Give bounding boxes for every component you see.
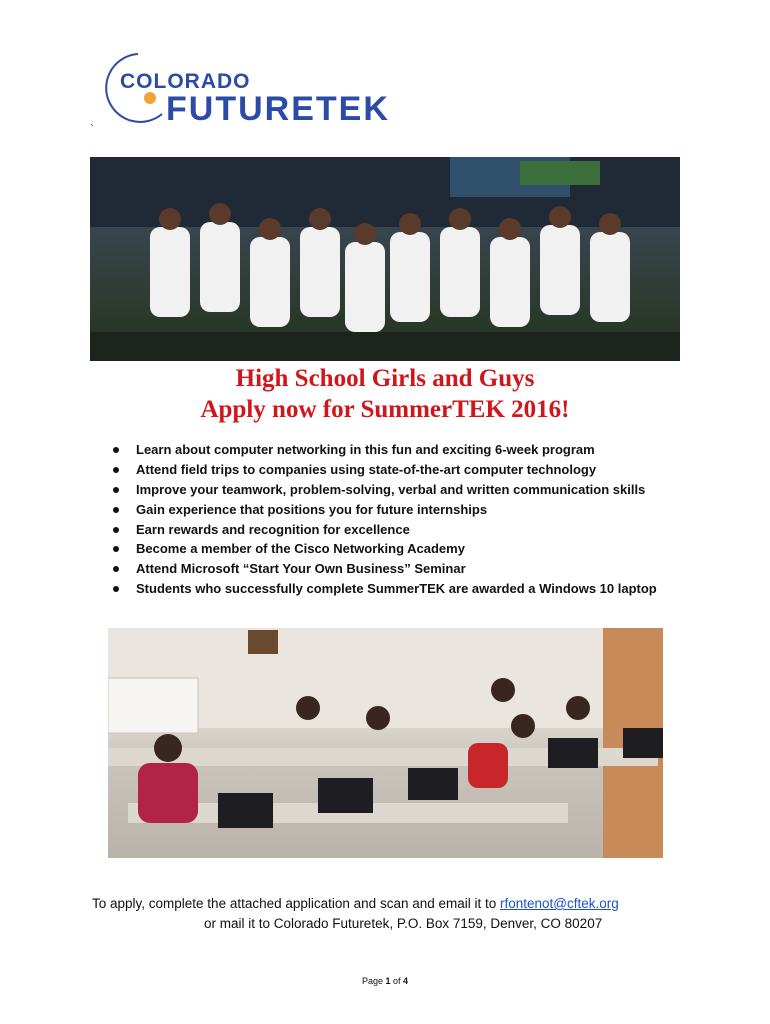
apply-instructions-line-1 xyxy=(92,896,619,911)
logo-colorado-text: COLORADO xyxy=(120,70,251,93)
bullet-icon xyxy=(113,546,119,552)
list-item xyxy=(110,460,710,480)
apply-prefix-text: To apply, complete the attached application and scan and email it to xyxy=(92,896,501,911)
list-item xyxy=(110,520,710,540)
of-word: of xyxy=(393,976,401,986)
list-item xyxy=(110,579,710,599)
email-link[interactable]: rfontenot@cftek.org xyxy=(500,896,619,911)
stray-mark: ` xyxy=(90,122,94,136)
bullet-icon xyxy=(113,566,119,572)
list-item-text: Earn rewards and recognition for excellence xyxy=(136,521,410,537)
list-item xyxy=(110,539,710,559)
bullet-icon xyxy=(113,527,119,533)
list-item xyxy=(110,480,710,500)
bullet-icon xyxy=(113,487,119,493)
list-item-text: Attend Microsoft “Start Your Own Business” Seminar xyxy=(136,561,466,577)
bullet-icon xyxy=(113,447,119,453)
classroom-photo-image xyxy=(108,628,663,858)
classroom-photo xyxy=(108,628,663,858)
list-item-text: Learn about computer networking in this fun and exciting 6-week program xyxy=(136,442,595,457)
page-number: 1 xyxy=(385,976,391,986)
bullet-icon xyxy=(113,467,119,473)
bullet-icon xyxy=(113,507,119,513)
bullet-icon xyxy=(113,586,119,592)
list-item xyxy=(110,559,710,579)
benefits-list xyxy=(110,440,710,599)
page-total: 4 xyxy=(403,976,409,986)
page-word: Page xyxy=(361,976,383,986)
group-photo xyxy=(90,157,680,361)
futuretek-logo xyxy=(100,48,440,128)
logo-futuretek-text: FUTURETEK xyxy=(166,90,390,128)
list-item-text: Students who successfully complete SummerTEK are awarded a Windows 10 laptop xyxy=(136,581,657,597)
headline-line-2: Apply now for SummerTEK 2016! xyxy=(200,396,570,423)
list-item xyxy=(110,500,710,520)
list-item-text: Become a member of the Cisco Networking Academy xyxy=(136,541,465,557)
list-item-text: Gain experience that positions you for future internships xyxy=(136,501,488,517)
headline-line-1: High School Girls and Guys xyxy=(235,365,535,392)
list-item xyxy=(110,440,710,460)
list-item-text: Attend field trips to companies using state-of-the-art computer technology xyxy=(136,461,597,477)
apply-instructions-line-2: or mail it to Colorado Futuretek, P.O. Box 7159, Denver, CO 80207 xyxy=(204,916,603,931)
list-item-text: Improve your teamwork, problem-solving, verbal and written communication skills xyxy=(136,481,646,497)
page-footer xyxy=(0,976,770,986)
group-photo-image xyxy=(90,157,680,361)
